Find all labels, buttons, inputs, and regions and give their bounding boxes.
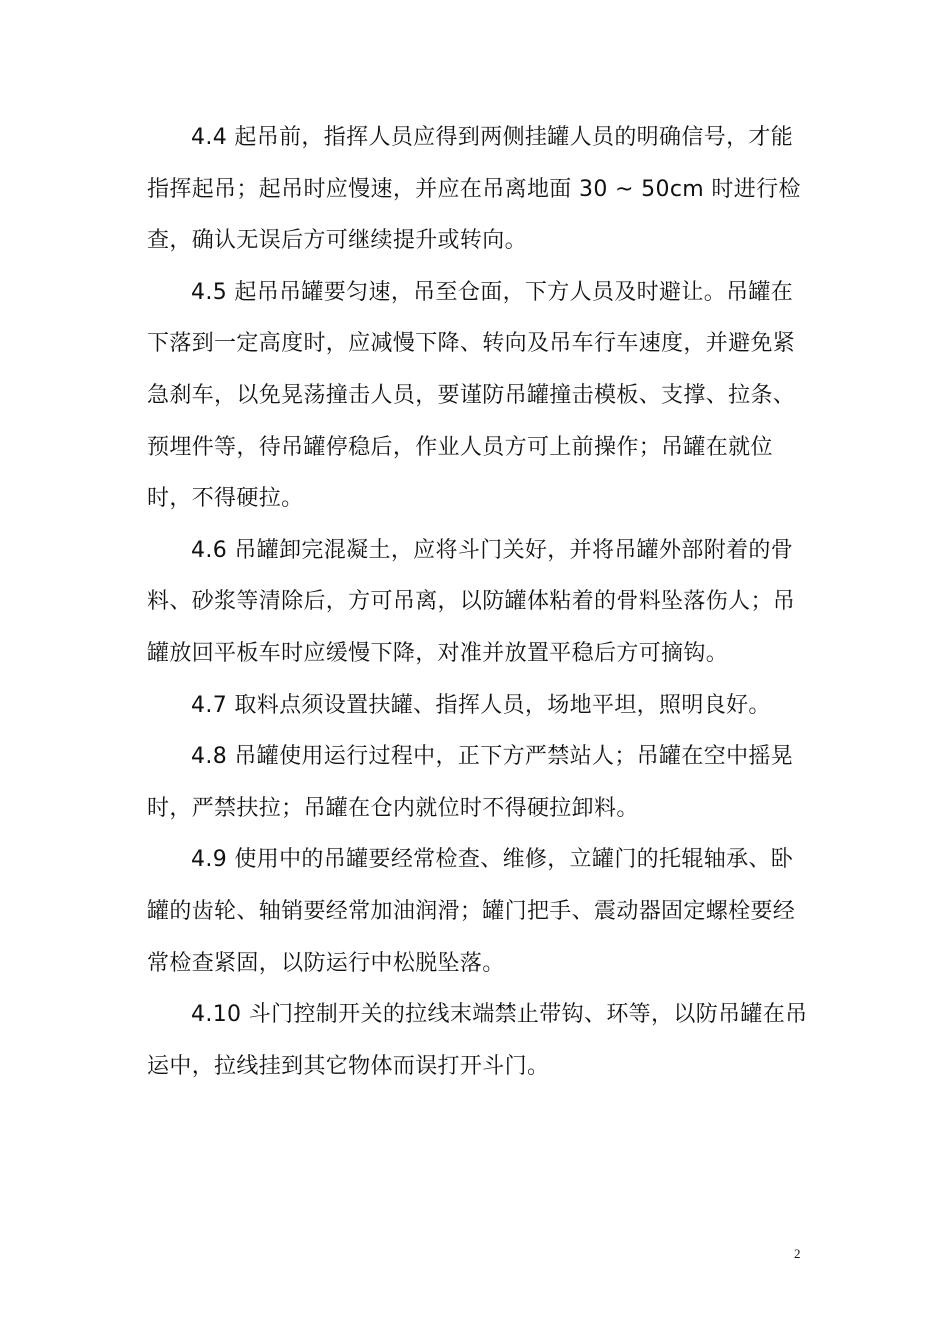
text-line: 时，严禁扶拉；吊罐在仓内就位时不得硬拉卸料。 xyxy=(147,795,639,821)
text-line: 4.9 使用中的吊罐要经常检查、维修，立罐门的托辊轴承、卧 xyxy=(191,847,794,873)
text-line: 常检查紧固，以防运行中松脱坠落。 xyxy=(147,950,505,976)
text-line: 指挥起吊；起吊时应慢速，并应在吊离地面 30 ~ 50cm 时进行检 xyxy=(147,176,801,202)
text-line: 罐的齿轮、轴销要经常加油润滑；罐门把手、震动器固定螺栓要经 xyxy=(147,898,796,924)
text-line: 4.6 吊罐卸完混凝土，应将斗门关好，并将吊罐外部附着的骨 xyxy=(191,537,794,563)
text-line: 4.10 斗门控制开关的拉线末端禁止带钩、环等，以防吊罐在吊 xyxy=(191,1002,808,1028)
text-line: 4.8 吊罐使用运行过程中，正下方严禁站人；吊罐在空中摇晃 xyxy=(191,744,794,770)
text-line: 罐放回平板车时应缓慢下降，对准并放置平稳后方可摘钩。 xyxy=(147,640,729,666)
text-line: 运中，拉线挂到其它物体而误打开斗门。 xyxy=(147,1053,550,1079)
page-number: 2 xyxy=(794,1246,801,1261)
text-line: 查，确认无误后方可继续提升或转向。 xyxy=(147,228,527,254)
text-line: 4.4 起吊前，指挥人员应得到两侧挂罐人员的明确信号，才能 xyxy=(191,125,794,150)
text-line: 下落到一定高度时，应减慢下降、转向及吊车行车速度，并避免紧 xyxy=(147,331,796,357)
text-line: 时，不得硬拉。 xyxy=(147,486,304,512)
text-line: 4.5 起吊吊罐要匀速，吊至仓面，下方人员及时避让。吊罐在 xyxy=(191,279,794,305)
document-body xyxy=(147,112,807,1092)
text-line: 预埋件等，待吊罐停稳后，作业人员方可上前操作；吊罐在就位 xyxy=(147,434,773,460)
text-line: 4.7 取料点须设置扶罐、指挥人员，场地平坦，照明良好。 xyxy=(191,692,771,718)
text-line: 料、砂浆等清除后，方可吊离，以防罐体粘着的骨料坠落伤人；吊 xyxy=(147,589,796,615)
text-line: 急刹车，以免晃荡撞击人员，要谨防吊罐撞击模板、支撑、拉条、 xyxy=(147,382,796,408)
